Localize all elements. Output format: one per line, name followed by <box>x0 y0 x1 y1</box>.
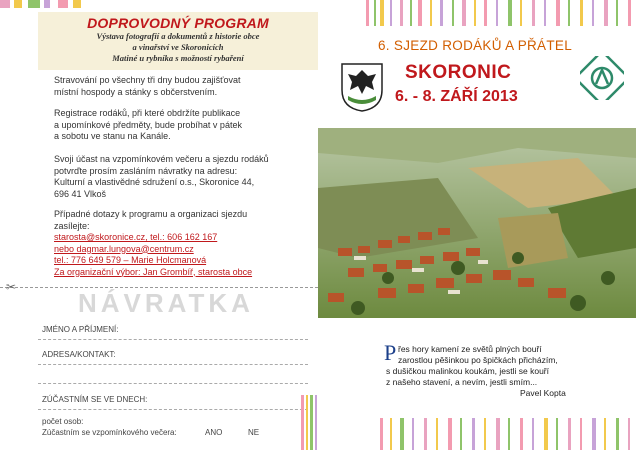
yes-option[interactable]: ANO <box>205 428 223 437</box>
address-label: ADRESA/KONTAKT: <box>42 350 116 359</box>
decorative-stripes-top-left <box>0 0 318 8</box>
coat-of-arms-icon <box>340 62 384 112</box>
days-label: ZÚČASTNÍM SE VE DNECH: <box>42 395 148 404</box>
name-label: JMÉNO A PŘÍJMENÍ: <box>42 325 119 334</box>
decorative-stripes-top-right <box>366 0 636 26</box>
days-field[interactable] <box>38 409 308 410</box>
event-dates: 6. - 8. ZÁŘÍ 2013 <box>395 88 518 105</box>
decorative-stripes-bottom-left <box>300 395 318 450</box>
program-line: Matiné u rybníka s možností rybaření <box>112 53 244 63</box>
aerial-village-photo <box>318 128 636 318</box>
contacts-block <box>54 232 314 278</box>
address-field[interactable] <box>38 364 308 365</box>
poem-line: zarostlou pěšinkou po špičkách přicházím, <box>398 355 558 365</box>
form-title: NÁVRATKA <box>78 288 254 318</box>
text-line: Stravování po všechny tři dny budou zajišťovat <box>54 75 241 85</box>
event-title: SKORONIC <box>405 62 512 83</box>
poem-author: Pavel Kopta <box>520 388 566 398</box>
text-line: Případné dotazy k programu a organizaci sjezdu <box>54 209 248 219</box>
name-field[interactable] <box>38 339 308 340</box>
questions-paragraph <box>54 209 314 232</box>
text-line: a upomínkové předměty, bude probíhat v pátek <box>54 119 242 130</box>
address-field-2[interactable] <box>38 383 308 384</box>
event-subtitle: 6. SJEZD RODÁKŮ A PŘÁTEL <box>378 38 573 53</box>
poem-line: s dušičkou malinkou koukám, jestli se kouří <box>386 366 549 376</box>
program-line: a vinařství ve Skoronicích <box>132 42 224 52</box>
program-title: DOPROVODNÝ PROGRAM <box>87 15 269 31</box>
confirmation-paragraph <box>54 154 314 200</box>
text-line: Svoji účast na vzpomínkovém večeru a sjezdu rodáků <box>54 154 269 164</box>
program-box <box>38 12 318 70</box>
poem-line: z našeho stavení, a nevím, jestli smím... <box>386 377 538 387</box>
text-line: 696 41 Vlkoš <box>54 188 107 199</box>
registration-paragraph <box>54 108 314 143</box>
no-option[interactable]: NE <box>248 428 260 437</box>
email-link[interactable]: nebo dagmar.lungova@centrum.cz <box>54 243 194 254</box>
poem-text <box>386 344 576 388</box>
organizer-line: Za organizační výbor: Jan Grombíř, starosta obce <box>54 266 253 277</box>
persons-label: počet osob: <box>42 417 84 426</box>
text-line: Kulturní a vlastivědné sdružení o.s., Skoronice 44, <box>54 177 255 187</box>
scissors-icon: ✂ <box>6 280 17 294</box>
association-logo-icon <box>580 56 624 100</box>
program-line: Výstava fotografií a dokumentů z historie obce <box>96 31 260 41</box>
text-line: zasílejte: <box>54 220 90 231</box>
catering-paragraph <box>54 75 314 98</box>
text-line: Registrace rodáků, při které obdržíte publikace <box>54 108 241 118</box>
decorative-stripes-bottom-right <box>380 418 636 450</box>
evening-label: Zúčastním se vzpomínkového večera: <box>42 428 177 437</box>
poem-line: řes hory kamení ze světů plných bouří <box>398 344 542 354</box>
email-link[interactable]: starosta@skoronice.cz, tel.: 606 162 167 <box>54 232 218 242</box>
phone-contact: tel.: 776 649 579 – Marie Holcmanová <box>54 255 207 265</box>
text-line: a sobotu ve stanu na Kanále. <box>54 131 171 141</box>
text-line: místní hospody a stánky s občerstvením. <box>54 86 218 97</box>
text-line: potvrďte prosím zasláním návratky na adresu: <box>54 165 238 176</box>
poem-initial: P <box>384 340 397 365</box>
